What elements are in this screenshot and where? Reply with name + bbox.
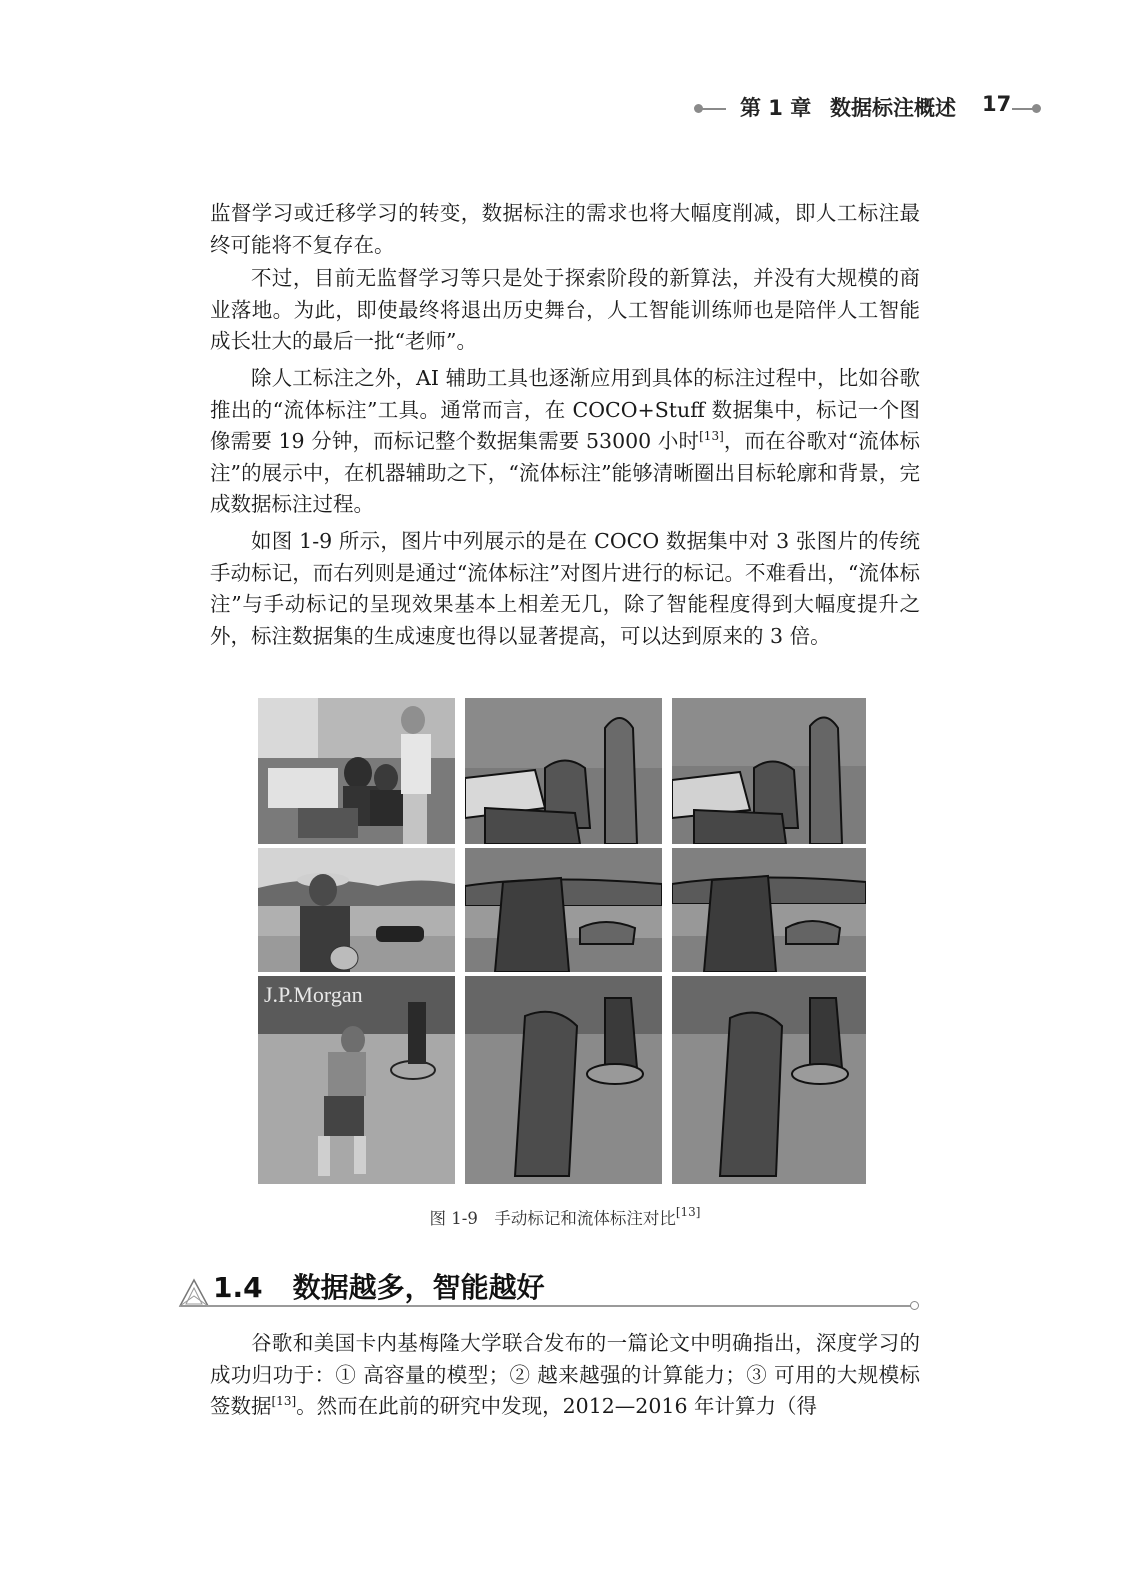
- photo-tennis: [258, 976, 455, 1184]
- figure-1-9: [258, 698, 866, 1184]
- paragraph-2: 不过，目前无监督学习等只是处于探索阶段的新算法，并没有大规模的商业落地。为此，即使最终将退出历史舞台，人工智能训练师也是陪伴人工智能成长壮大的最后一批“老师”。: [210, 266, 920, 353]
- figure-caption-ref: [13]: [675, 1205, 701, 1219]
- section-rule-dot: [910, 1301, 919, 1310]
- section-title: 数据越多，智能越好: [292, 1271, 545, 1304]
- section-heading: [213, 1266, 545, 1306]
- photo-living-room: [258, 698, 455, 844]
- section-ornament-icon: [178, 1278, 210, 1308]
- citation-ref: [13]: [271, 1394, 297, 1408]
- paragraph-4: 如图 1-9 所示，图片中列展示的是在 COCO 数据集中对 3 张图片的传统手动标记，而右列则是通过“流体标注”对图片进行的标记。不难看出，“流体标注”与手动标记的呈现效果基本上相差无几，除了智能程度得到大幅度提升之外，标注数据集的生成速度也得以显著提高，可以达到原来的 3 倍。: [210, 529, 920, 648]
- fluid-annotation-tennis: [672, 976, 866, 1184]
- citation-ref: [13]: [699, 429, 724, 443]
- chapter-label: 第 1 章: [740, 96, 812, 120]
- fluid-annotation-lake-man: [672, 848, 866, 972]
- header-ornament-dot: [1032, 104, 1041, 113]
- fluid-annotation-living-room: [672, 698, 866, 844]
- page-number: 17: [982, 92, 1012, 116]
- paragraph-3-text-b: ，而在谷歌对“流体标注”的展示中，在机器辅助之下，“流体标注”能够清晰圈出目标轮廓和背景，完成数据标注过程。: [210, 429, 920, 516]
- section-number: 1.4: [213, 1271, 263, 1304]
- figure-caption: [210, 1205, 920, 1229]
- section-paragraph: [210, 1328, 920, 1423]
- section-rule: [206, 1305, 912, 1307]
- chapter-title: 数据标注概述: [830, 96, 956, 120]
- paragraph-3-text-a: 除人工标注之外，AI 辅助工具也逐渐应用到具体的标注过程中，比如谷歌推出的“流体标注”工具。通常而言，在 COCO+Stuff 数据集中，标记一个图像需要 19 分钟，而标记整个数据集需要 53000 小时: [210, 366, 920, 453]
- figure-caption-text: 图 1-9 手动标记和流体标注对比: [429, 1209, 676, 1228]
- jp-morgan-image-text: J.P.Morgan: [264, 982, 363, 1007]
- header-ornament-line: [700, 108, 726, 110]
- photo-lake-man: [258, 848, 455, 972]
- paragraph-3: [210, 363, 920, 521]
- manual-annotation-living-room: [465, 698, 662, 844]
- manual-annotation-tennis: [465, 976, 662, 1184]
- section-paragraph-text-a: 谷歌和美国卡内基梅隆大学联合发布的一篇论文中明确指出，深度学习的成功归功于：① 高容量的模型；② 越来越强的计算能力；③ 可用的大规模标签数据: [210, 1331, 920, 1418]
- manual-annotation-lake-man: [465, 848, 662, 972]
- section-paragraph-text-b: 。然而在此前的研究中发现，2012—2016 年计算力（得: [296, 1394, 817, 1418]
- running-header: [690, 92, 1050, 126]
- paragraph-1: 监督学习或迁移学习的转变，数据标注的需求也将大幅度削减，即人工标注最终可能将不复存在。: [210, 201, 920, 257]
